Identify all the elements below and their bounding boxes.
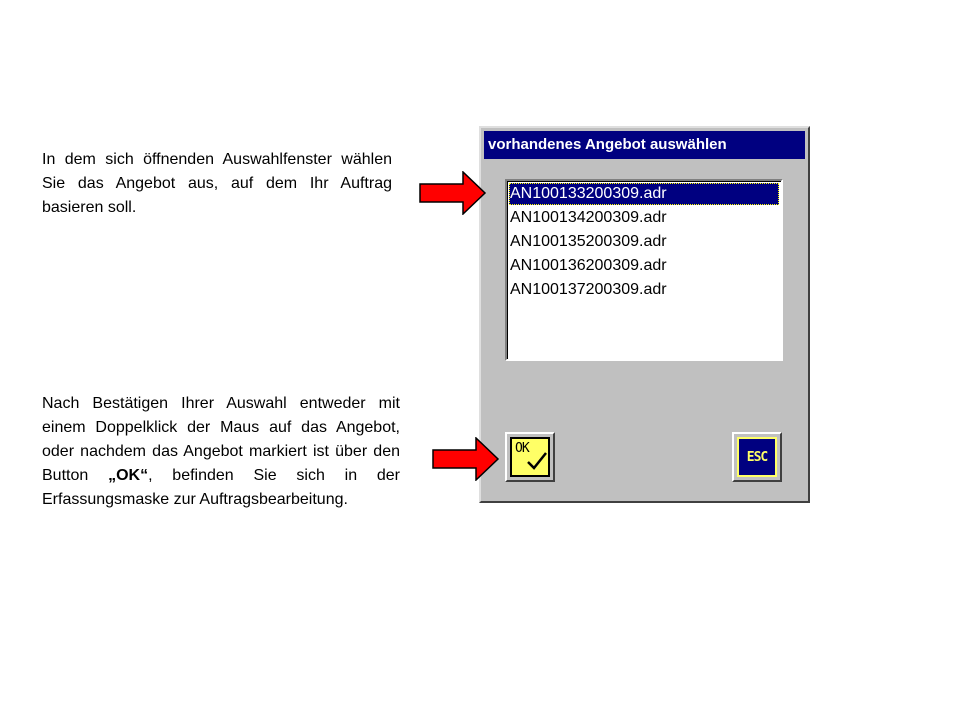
ok-button[interactable]: [505, 432, 555, 482]
red-arrow-right-icon: [432, 437, 500, 481]
instruction-text-ok-highlight: „OK“: [108, 467, 149, 484]
offer-listbox[interactable]: [505, 179, 783, 361]
instruction-text-part-1: Nach Bestätigen Ihrer Auswahl entweder mit einem Doppelklick der Maus auf das Angebot, oder nachdem das Angebot markiert ist über den Button: [42, 395, 400, 484]
offer-list-item[interactable]: AN100137200309.adr: [510, 281, 667, 298]
dialog-title: vorhandenes Angebot auswählen: [488, 136, 727, 153]
esc-button-face: [737, 437, 777, 477]
instruction-text-part-2: , befinden Sie sich in der Erfassungsmaske zur Auftragsbearbeitung.: [42, 467, 401, 508]
instruction-text-select-offer: In dem sich öffnenden Auswahlfenster wählen Sie das Angebot aus, auf dem Ihr Auftrag basieren soll.: [42, 151, 392, 216]
ok-button-face: [510, 437, 550, 477]
esc-button[interactable]: [732, 432, 782, 482]
red-arrow-right-icon: [419, 171, 487, 215]
offer-list-item[interactable]: AN100135200309.adr: [510, 233, 667, 250]
ok-button-label: OK: [515, 441, 529, 456]
checkmark-icon: [526, 451, 548, 471]
select-offer-dialog: [479, 126, 810, 503]
dialog-title-bar: [484, 131, 805, 159]
offer-list-item[interactable]: AN100133200309.adr: [509, 183, 779, 205]
instruction-text-confirm-selection: [42, 392, 400, 512]
offer-list-item[interactable]: AN100136200309.adr: [510, 257, 667, 274]
offer-list-item[interactable]: AN100134200309.adr: [510, 209, 667, 226]
esc-button-label: ESC: [746, 449, 768, 465]
